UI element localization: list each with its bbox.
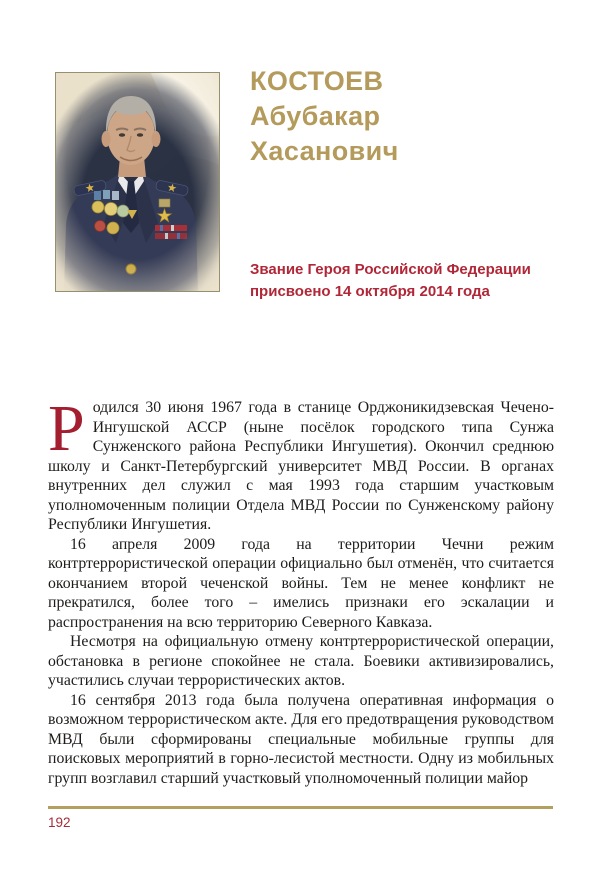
award-caption <box>250 259 531 303</box>
hero-name-heading <box>250 64 399 169</box>
paragraph-1 <box>48 398 554 535</box>
patronymic: Хасанович <box>250 136 399 166</box>
page-number: 192 <box>48 815 71 830</box>
paragraph-3 <box>48 632 554 691</box>
surname: КОСТОЕВ <box>250 66 384 96</box>
paragraph-1-text: одился 30 июня 1967 года в станице Орджоникидзевская Чечено-Ингушской АССР (ныне посёлок городского типа Сунжа Сунженского района Республики Ингушетия). Окончил среднюю школу и Санкт-Петербургский университет МВД России. В органах внутренних дел служил с мая 1993 года старшим участковым уполномоченным полиции Отдела МВД России по Сунженскому району Республики Ингушетия. <box>48 399 554 533</box>
award-line-2: присвоено 14 октября 2014 года <box>250 283 490 300</box>
portrait-photo <box>56 73 219 291</box>
drop-cap: Р <box>48 398 85 465</box>
portrait-photo-frame <box>55 72 220 292</box>
photo-vignette-cream <box>56 73 219 291</box>
biography-text <box>48 398 554 804</box>
award-line-1: Звание Героя Российской Федерации <box>250 261 531 278</box>
paragraph-4 <box>48 691 554 789</box>
paragraph-2 <box>48 535 554 633</box>
first-name: Абубакар <box>250 101 381 131</box>
footer-rule <box>48 806 553 809</box>
paragraph-3-text: Несмотря на официальную отмену контртеррористической операции, обстановка в регионе спокойнее не стала. Боевики активизировались, участились случаи террористических актов. <box>48 633 554 689</box>
paragraph-4-text: 16 сентября 2013 года была получена оперативная информация о возможном террористическом акте. Для его предотвращения руководством МВД были сформированы специальные мобильные группы для поисковых мероприятий в горно-лесистой местности. Одну из мобильных групп возглавил старший участковый уполномоченный полиции майор <box>48 691 554 787</box>
paragraph-2-text: 16 апреля 2009 года на территории Чечни режим контртеррористической операции официально был отменён, что считается окончанием второй чеченской войны. Тем не менее конфликт не прекратился, более того – имелись признаки его эскалации и распространения на всю территорию Северного Кавказа. <box>48 535 554 631</box>
